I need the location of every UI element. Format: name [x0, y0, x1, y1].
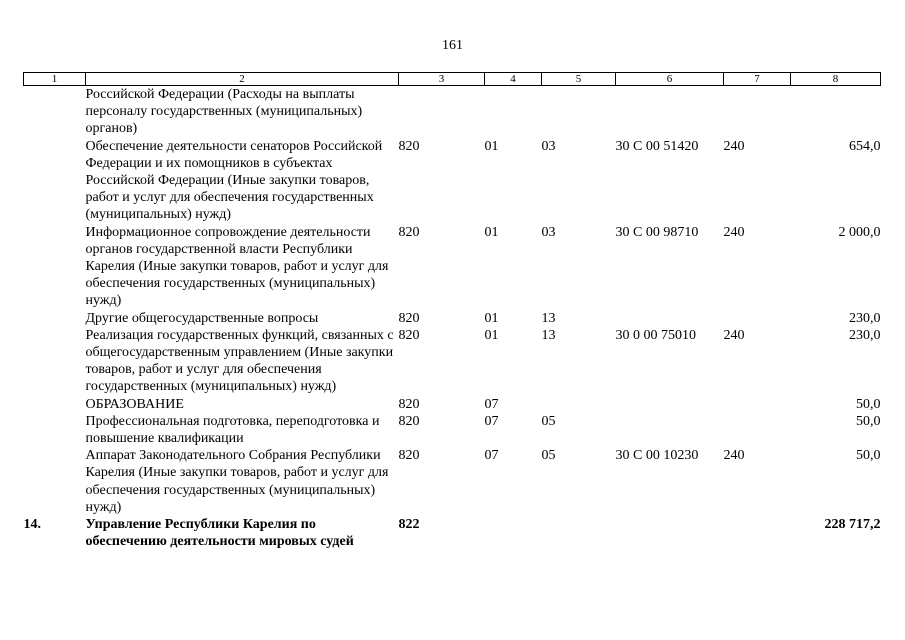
- row-target-article: [616, 310, 724, 327]
- budget-table: [23, 72, 881, 550]
- row-description: Аппарат Законодательного Собрания Республики Карелия (Иные закупки товаров, работ и услуг для обеспечения государственных (муниципальных) нужд): [85, 448, 389, 515]
- row-target-article: [616, 516, 724, 550]
- row-subsection: [542, 86, 616, 138]
- row-amount: 228 717,2: [824, 517, 881, 533]
- row-amount: 50,0: [856, 413, 881, 429]
- row-number: [24, 86, 86, 138]
- table-row: [24, 327, 881, 396]
- row-section: 01: [484, 224, 499, 240]
- row-target-article: [616, 396, 724, 413]
- column-number-row: [24, 73, 881, 86]
- row-description: Управление Республики Карелия по обеспечению деятельности мировых судей: [85, 517, 354, 550]
- row-number: [24, 310, 86, 327]
- row-expense-type: 240: [723, 327, 745, 343]
- row-admin-code: 820: [398, 448, 420, 464]
- row-amount: 230,0: [849, 310, 881, 326]
- row-target-article: [616, 413, 724, 447]
- row-target-article: 30 С 00 51420: [615, 138, 699, 154]
- row-subsection: 13: [541, 327, 556, 343]
- row-number: 14.: [23, 517, 41, 533]
- table-row: [24, 224, 881, 310]
- row-subsection: [542, 396, 616, 413]
- column-header-5: 5: [542, 73, 616, 86]
- row-section: [485, 86, 542, 138]
- row-amount: 50,0: [856, 396, 881, 412]
- row-subsection: 03: [541, 224, 556, 240]
- row-admin-code: 820: [398, 224, 420, 240]
- row-admin-code: 820: [398, 310, 420, 326]
- column-header-1: 1: [24, 73, 86, 86]
- row-admin-code: 820: [398, 327, 420, 343]
- row-section: 07: [484, 413, 499, 429]
- row-subsection: 05: [541, 413, 556, 429]
- row-description: Реализация государственных функций, связанных с общегосударственным управлением (Иные закупки товаров, работ и услуг для обеспечения государственных (муниципальных) нужд): [85, 327, 394, 395]
- table-row: [24, 396, 881, 413]
- row-number: [24, 396, 86, 413]
- table-row: [24, 310, 881, 327]
- column-header-7: 7: [724, 73, 791, 86]
- row-expense-type: 240: [723, 448, 745, 464]
- row-section: 01: [484, 327, 499, 343]
- row-target-article: 30 0 00 75010: [615, 327, 696, 343]
- row-description: Другие общегосударственные вопросы: [85, 310, 319, 326]
- row-number: [24, 224, 86, 310]
- row-expense-type: 240: [723, 138, 745, 154]
- row-section: 01: [484, 138, 499, 154]
- row-admin-code: [399, 86, 485, 138]
- row-expense-type: [724, 310, 791, 327]
- table-row: [24, 86, 881, 138]
- row-section: 01: [484, 310, 499, 326]
- row-target-article: 30 С 00 10230: [615, 448, 699, 464]
- row-section: [485, 516, 542, 550]
- row-number: [24, 413, 86, 447]
- row-admin-code: 820: [398, 396, 420, 412]
- row-section: 07: [484, 448, 499, 464]
- row-subsection: 03: [541, 138, 556, 154]
- column-header-4: 4: [485, 73, 542, 86]
- row-description: Профессиональная подготовка, переподготовка и повышение квалификации: [85, 413, 380, 447]
- row-amount: 50,0: [856, 448, 881, 464]
- table-row: [24, 447, 881, 516]
- row-subsection: 05: [541, 448, 556, 464]
- row-section: 07: [484, 396, 499, 412]
- row-expense-type: [724, 516, 791, 550]
- column-header-8: 8: [791, 73, 881, 86]
- table-row: [24, 516, 881, 550]
- page-number: 161: [442, 38, 463, 53]
- row-expense-type: [724, 413, 791, 447]
- row-expense-type: 240: [723, 224, 745, 240]
- row-amount: 654,0: [849, 138, 881, 154]
- table-row: [24, 413, 881, 447]
- row-description: ОБРАЗОВАНИЕ: [85, 396, 184, 412]
- row-subsection: [542, 516, 616, 550]
- row-amount: 230,0: [849, 327, 881, 343]
- row-description: Информационное сопровождение деятельности органов государственной власти Республики Карелия (Иные закупки товаров, работ и услуг для обеспечения государственных (муниципальных) нужд): [85, 224, 389, 309]
- row-target-article: 30 С 00 98710: [615, 224, 699, 240]
- row-expense-type: [724, 396, 791, 413]
- row-admin-code: 820: [398, 413, 420, 429]
- row-number: [24, 138, 86, 224]
- row-number: [24, 327, 86, 396]
- table-row: [24, 138, 881, 224]
- table-body: [24, 86, 881, 551]
- row-number: [24, 447, 86, 516]
- row-amount: 2 000,0: [838, 224, 881, 240]
- row-description: Российской Федерации (Расходы на выплаты персоналу государственных (муниципальных) органов): [85, 87, 363, 137]
- row-description: Обеспечение деятельности сенаторов Российской Федерации и их помощников в субъектах Российской Федерации (Иные закупки товаров, работ и услуг для обеспечения государственных (муниципальных) нужд): [85, 138, 383, 223]
- column-header-3: 3: [399, 73, 485, 86]
- row-target-article: [616, 86, 724, 138]
- column-header-6: 6: [616, 73, 724, 86]
- column-header-2: 2: [86, 73, 399, 86]
- row-amount: [791, 86, 881, 138]
- row-admin-code: 820: [398, 138, 420, 154]
- row-subsection: 13: [541, 310, 556, 326]
- row-admin-code: 822: [398, 517, 420, 533]
- row-expense-type: [724, 86, 791, 138]
